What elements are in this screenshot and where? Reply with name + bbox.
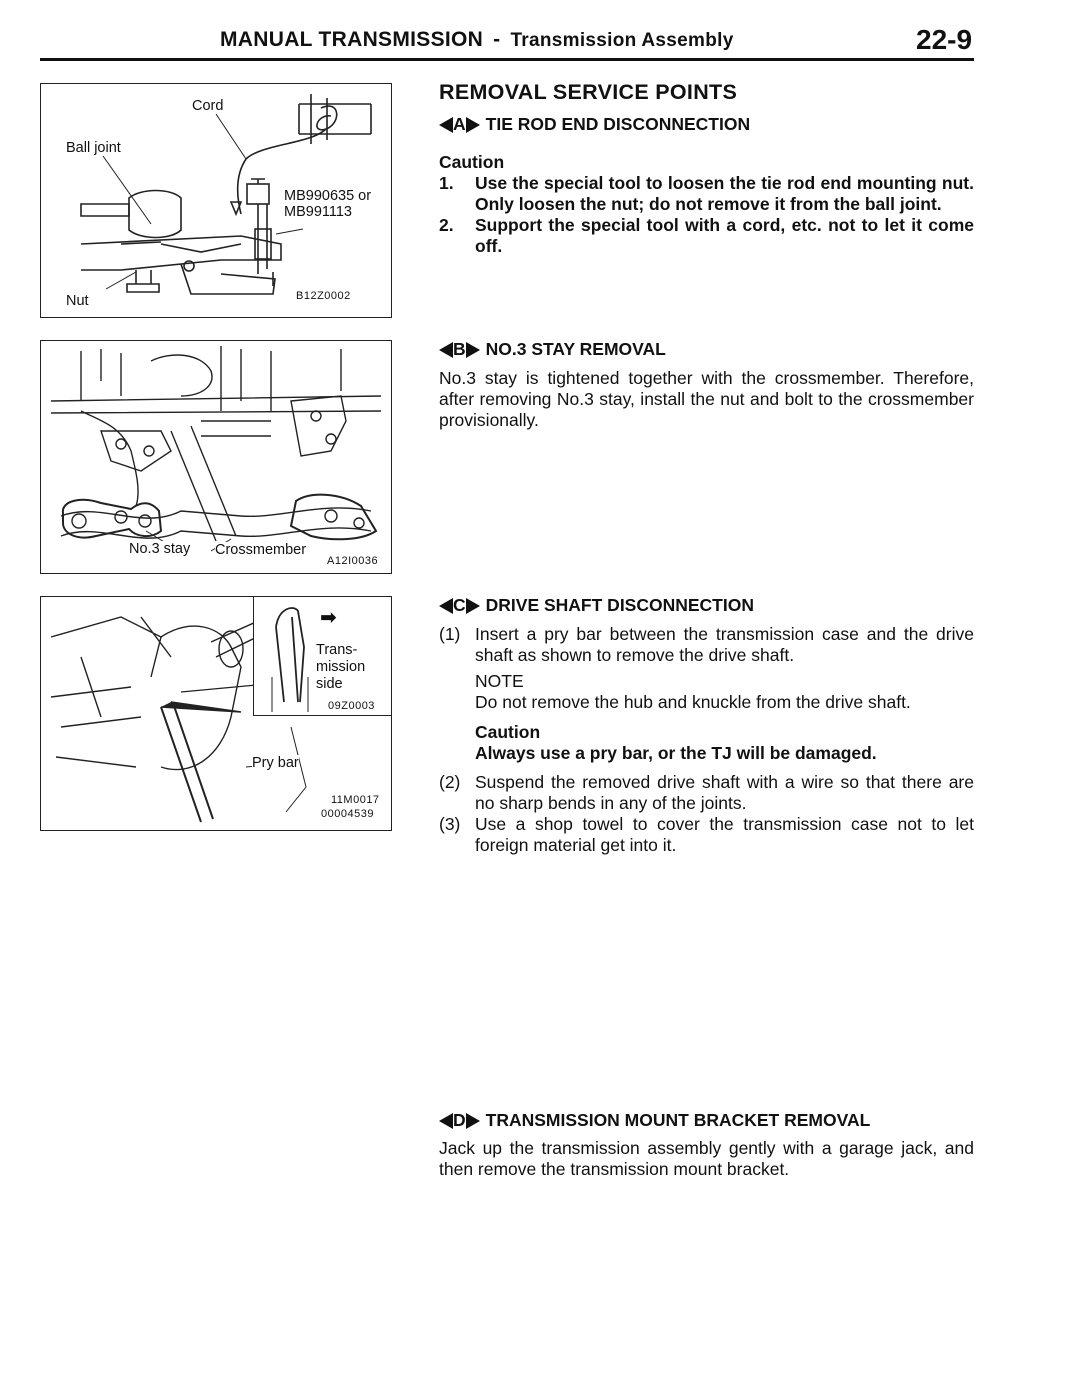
note-text: Do not remove the hub and knuckle from the drive shaft. bbox=[475, 692, 911, 712]
heading-text: TIE ROD END DISCONNECTION bbox=[485, 114, 751, 134]
section-marker-c bbox=[439, 595, 480, 616]
item-text: Use a shop towel to cover the transmission case not to let foreign material get into it. bbox=[475, 814, 974, 855]
section-d-heading bbox=[439, 1110, 974, 1131]
figure-drive-shaft bbox=[40, 596, 392, 831]
label-transmission-side-3: side bbox=[316, 676, 343, 692]
item-text: Insert a pry bar between the transmission case and the drive shaft as shown to remove the drive shaft. bbox=[475, 624, 974, 665]
caution-block bbox=[475, 722, 974, 764]
section-a-heading bbox=[439, 114, 974, 135]
list-item bbox=[439, 772, 974, 814]
label-no3-stay: No.3 stay bbox=[129, 541, 191, 557]
triangle-right-icon bbox=[466, 598, 480, 614]
item-text: Use the special tool to loosen the tie rod end mounting nut. Only loosen the nut; do not remove it from the ball joint. bbox=[475, 173, 974, 214]
section-marker-a bbox=[439, 114, 480, 135]
list-item bbox=[439, 215, 974, 257]
heading-text: DRIVE SHAFT DISCONNECTION bbox=[485, 595, 754, 615]
list-item bbox=[439, 814, 974, 856]
label-crossmember: Crossmember bbox=[215, 542, 307, 558]
triangle-left-icon bbox=[439, 1113, 453, 1129]
item-number: 1. bbox=[439, 173, 454, 193]
header-title: MANUAL TRANSMISSION bbox=[220, 28, 484, 51]
figure-no3-stay bbox=[40, 340, 392, 574]
note-label: NOTE bbox=[475, 671, 524, 691]
crossmember-illustration bbox=[41, 341, 391, 573]
inset-code: 09Z0003 bbox=[328, 700, 375, 712]
label-pry-bar: Pry bar bbox=[252, 755, 299, 771]
section-b-text: No.3 stay is tightened together with the crossmember. Therefore, after removing No.3 stay, install the nut and bolt to the crossmember provisionally. bbox=[439, 368, 974, 430]
section-a-caution: Caution bbox=[439, 152, 505, 172]
list-item bbox=[439, 624, 974, 666]
section-title: REMOVAL SERVICE POINTS bbox=[439, 80, 738, 104]
section-a-list bbox=[439, 173, 974, 257]
header-separator: - bbox=[493, 28, 501, 51]
header-rule bbox=[40, 58, 974, 61]
heading-text: NO.3 STAY REMOVAL bbox=[485, 339, 666, 359]
section-marker-d bbox=[439, 1110, 480, 1131]
label-ball-joint: Ball joint bbox=[66, 140, 121, 156]
note-block bbox=[475, 671, 974, 713]
figure-tie-rod-end bbox=[40, 83, 392, 318]
item-text: Suspend the removed drive shaft with a wire so that there are no sharp bends in any of the joints. bbox=[475, 772, 974, 813]
item-number: (1) bbox=[439, 624, 461, 644]
triangle-right-icon bbox=[466, 1113, 480, 1129]
item-number: 2. bbox=[439, 215, 454, 235]
marker-letter: B bbox=[453, 339, 466, 359]
item-number: (3) bbox=[439, 814, 461, 834]
label-transmission-side-2: mission bbox=[316, 659, 366, 675]
section-marker-b bbox=[439, 339, 480, 360]
running-header bbox=[220, 28, 734, 52]
page-number: 22-9 bbox=[916, 24, 973, 55]
triangle-left-icon bbox=[439, 598, 453, 614]
section-c-list bbox=[439, 624, 974, 856]
triangle-left-icon bbox=[439, 117, 453, 133]
section-b-heading bbox=[439, 339, 974, 360]
item-text: Support the special tool with a cord, etc. not to let it come off. bbox=[475, 215, 974, 256]
label-transmission-side-1: Trans- bbox=[316, 642, 358, 658]
figure-code: A12I0036 bbox=[327, 555, 379, 567]
marker-letter: D bbox=[453, 1110, 466, 1130]
section-c-heading bbox=[439, 595, 974, 616]
figure-inset bbox=[253, 597, 391, 716]
triangle-right-icon bbox=[466, 117, 480, 133]
triangle-left-icon bbox=[439, 342, 453, 358]
item-number: (2) bbox=[439, 772, 461, 792]
list-item bbox=[439, 173, 974, 215]
label-special-tool: MB990635 or bbox=[284, 188, 372, 204]
section-d-text: Jack up the transmission assembly gently with a garage jack, and then remove the transmission mount bracket. bbox=[439, 1138, 974, 1179]
figure-code: B12Z0002 bbox=[296, 290, 351, 302]
marker-letter: C bbox=[453, 595, 466, 615]
triangle-right-icon bbox=[466, 342, 480, 358]
caution-label: Caution bbox=[475, 722, 541, 742]
arrow-right-icon: ➡ bbox=[320, 607, 337, 629]
heading-text: TRANSMISSION MOUNT BRACKET REMOVAL bbox=[485, 1110, 871, 1130]
header-subtitle: Transmission Assembly bbox=[510, 30, 734, 51]
caution-text: Always use a pry bar, or the TJ will be damaged. bbox=[475, 743, 877, 763]
label-special-tool-alt: MB991113 bbox=[284, 204, 352, 220]
marker-letter: A bbox=[453, 114, 466, 134]
figure-code: 11M0017 bbox=[331, 794, 380, 806]
label-cord: Cord bbox=[192, 98, 224, 114]
label-nut: Nut bbox=[66, 293, 89, 309]
figure-code-2: 00004539 bbox=[321, 808, 374, 820]
